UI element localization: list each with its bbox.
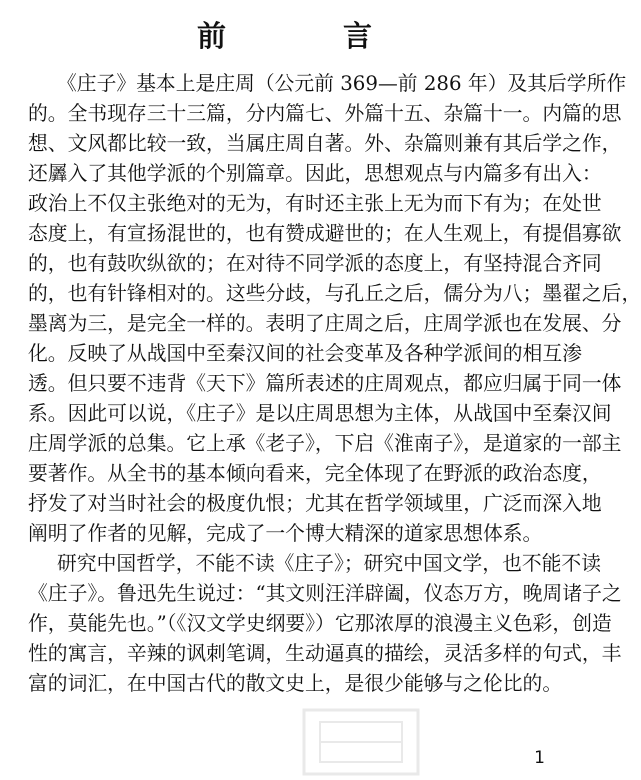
paragraph-1-line-5: 政治上不仅主张绝对的无为，有时还主张上无为而下有为；在处世 [28, 192, 602, 215]
paragraph-1-line-4: 还羼入了其他学派的个别篇章。因此，思想观点与内篇多有出入： [28, 162, 602, 185]
paragraph-1-line-6: 态度上，有宣扬混世的，也有赞成避世的；在人生观上，有提倡寡欲 [28, 222, 622, 245]
paragraph-1-line-9: 墨离为三，是完全一样的。表明了庄周之后，庄周学派也在发展、分 [28, 312, 622, 335]
paragraph-1-line-2: 的。全书现存三十三篇，分内篇七、外篇十五、杂篇十一。内篇的思 [28, 102, 622, 125]
paragraph-2-line-3: 作，莫能先也。”（《汉文学史纲要》）它那浓厚的浪漫主义色彩，创造 [28, 612, 612, 635]
paragraph-1-line-13: 庄周学派的总集。它上承《老子》，下启《淮南子》，是道家的一部主 [28, 432, 622, 455]
paragraph-1-line-14: 要著作。从全书的基本倾向看来，完全体现了在野派的政治态度， [28, 462, 602, 485]
paragraph-1-line-12: 系。因此可以说，《庄子》是以庄周思想为主体，从战国中至秦汉间 [28, 402, 612, 425]
paragraph-1-line-7: 的，也有鼓吹纵欲的；在对待不同学派的态度上，有坚持混合齐同 [28, 252, 602, 275]
paragraph-1-line-8: 的，也有针锋相对的。这些分歧，与孔丘之后，儒分为八；墨翟之后， [28, 282, 641, 305]
paragraph-1-line-1: 《庄子》基本上是庄周（公元前 369—前 286 年）及其后学所作 [57, 72, 627, 95]
paragraph-2-line-4: 性的寓言，辛辣的讽刺笔调，生动逼真的描绘，灵活多样的句式，丰 [28, 642, 622, 665]
paragraph-2-line-5: 富的词汇，在中国古代的散文史上，是很少能够与之伦比的。 [28, 672, 563, 695]
watermark-graphic [296, 700, 426, 780]
paragraph-1-line-10: 化。反映了从战国中至秦汉间的社会变革及各种学派间的相互渗 [28, 342, 582, 365]
page-number: 1 [534, 748, 545, 768]
paragraph-1-line-15: 抒发了对当时社会的极度仇恨；尤其在哲学领域里，广泛而深入地 [28, 492, 602, 515]
paragraph-2-line-1: 研究中国哲学，不能不读《庄子》；研究中国文学，也不能不读 [57, 552, 601, 575]
paragraph-1-line-3: 想、文风都比较一致，当属庄周自著。外、杂篇则兼有其后学之作， [28, 132, 622, 155]
paragraph-1-line-11: 透。但只要不违背《天下》篇所表述的庄周观点，都应归属于同一体 [28, 372, 622, 395]
page-title: 前 言 [196, 19, 416, 53]
paragraph-1-line-16: 阐明了作者的见解，完成了一个博大精深的道家思想体系。 [28, 522, 543, 545]
paragraph-2-line-2: 《庄子》。鲁迅先生说过：“其文则汪洋辟阖，仪态万方，晚周诸子之 [28, 582, 622, 605]
